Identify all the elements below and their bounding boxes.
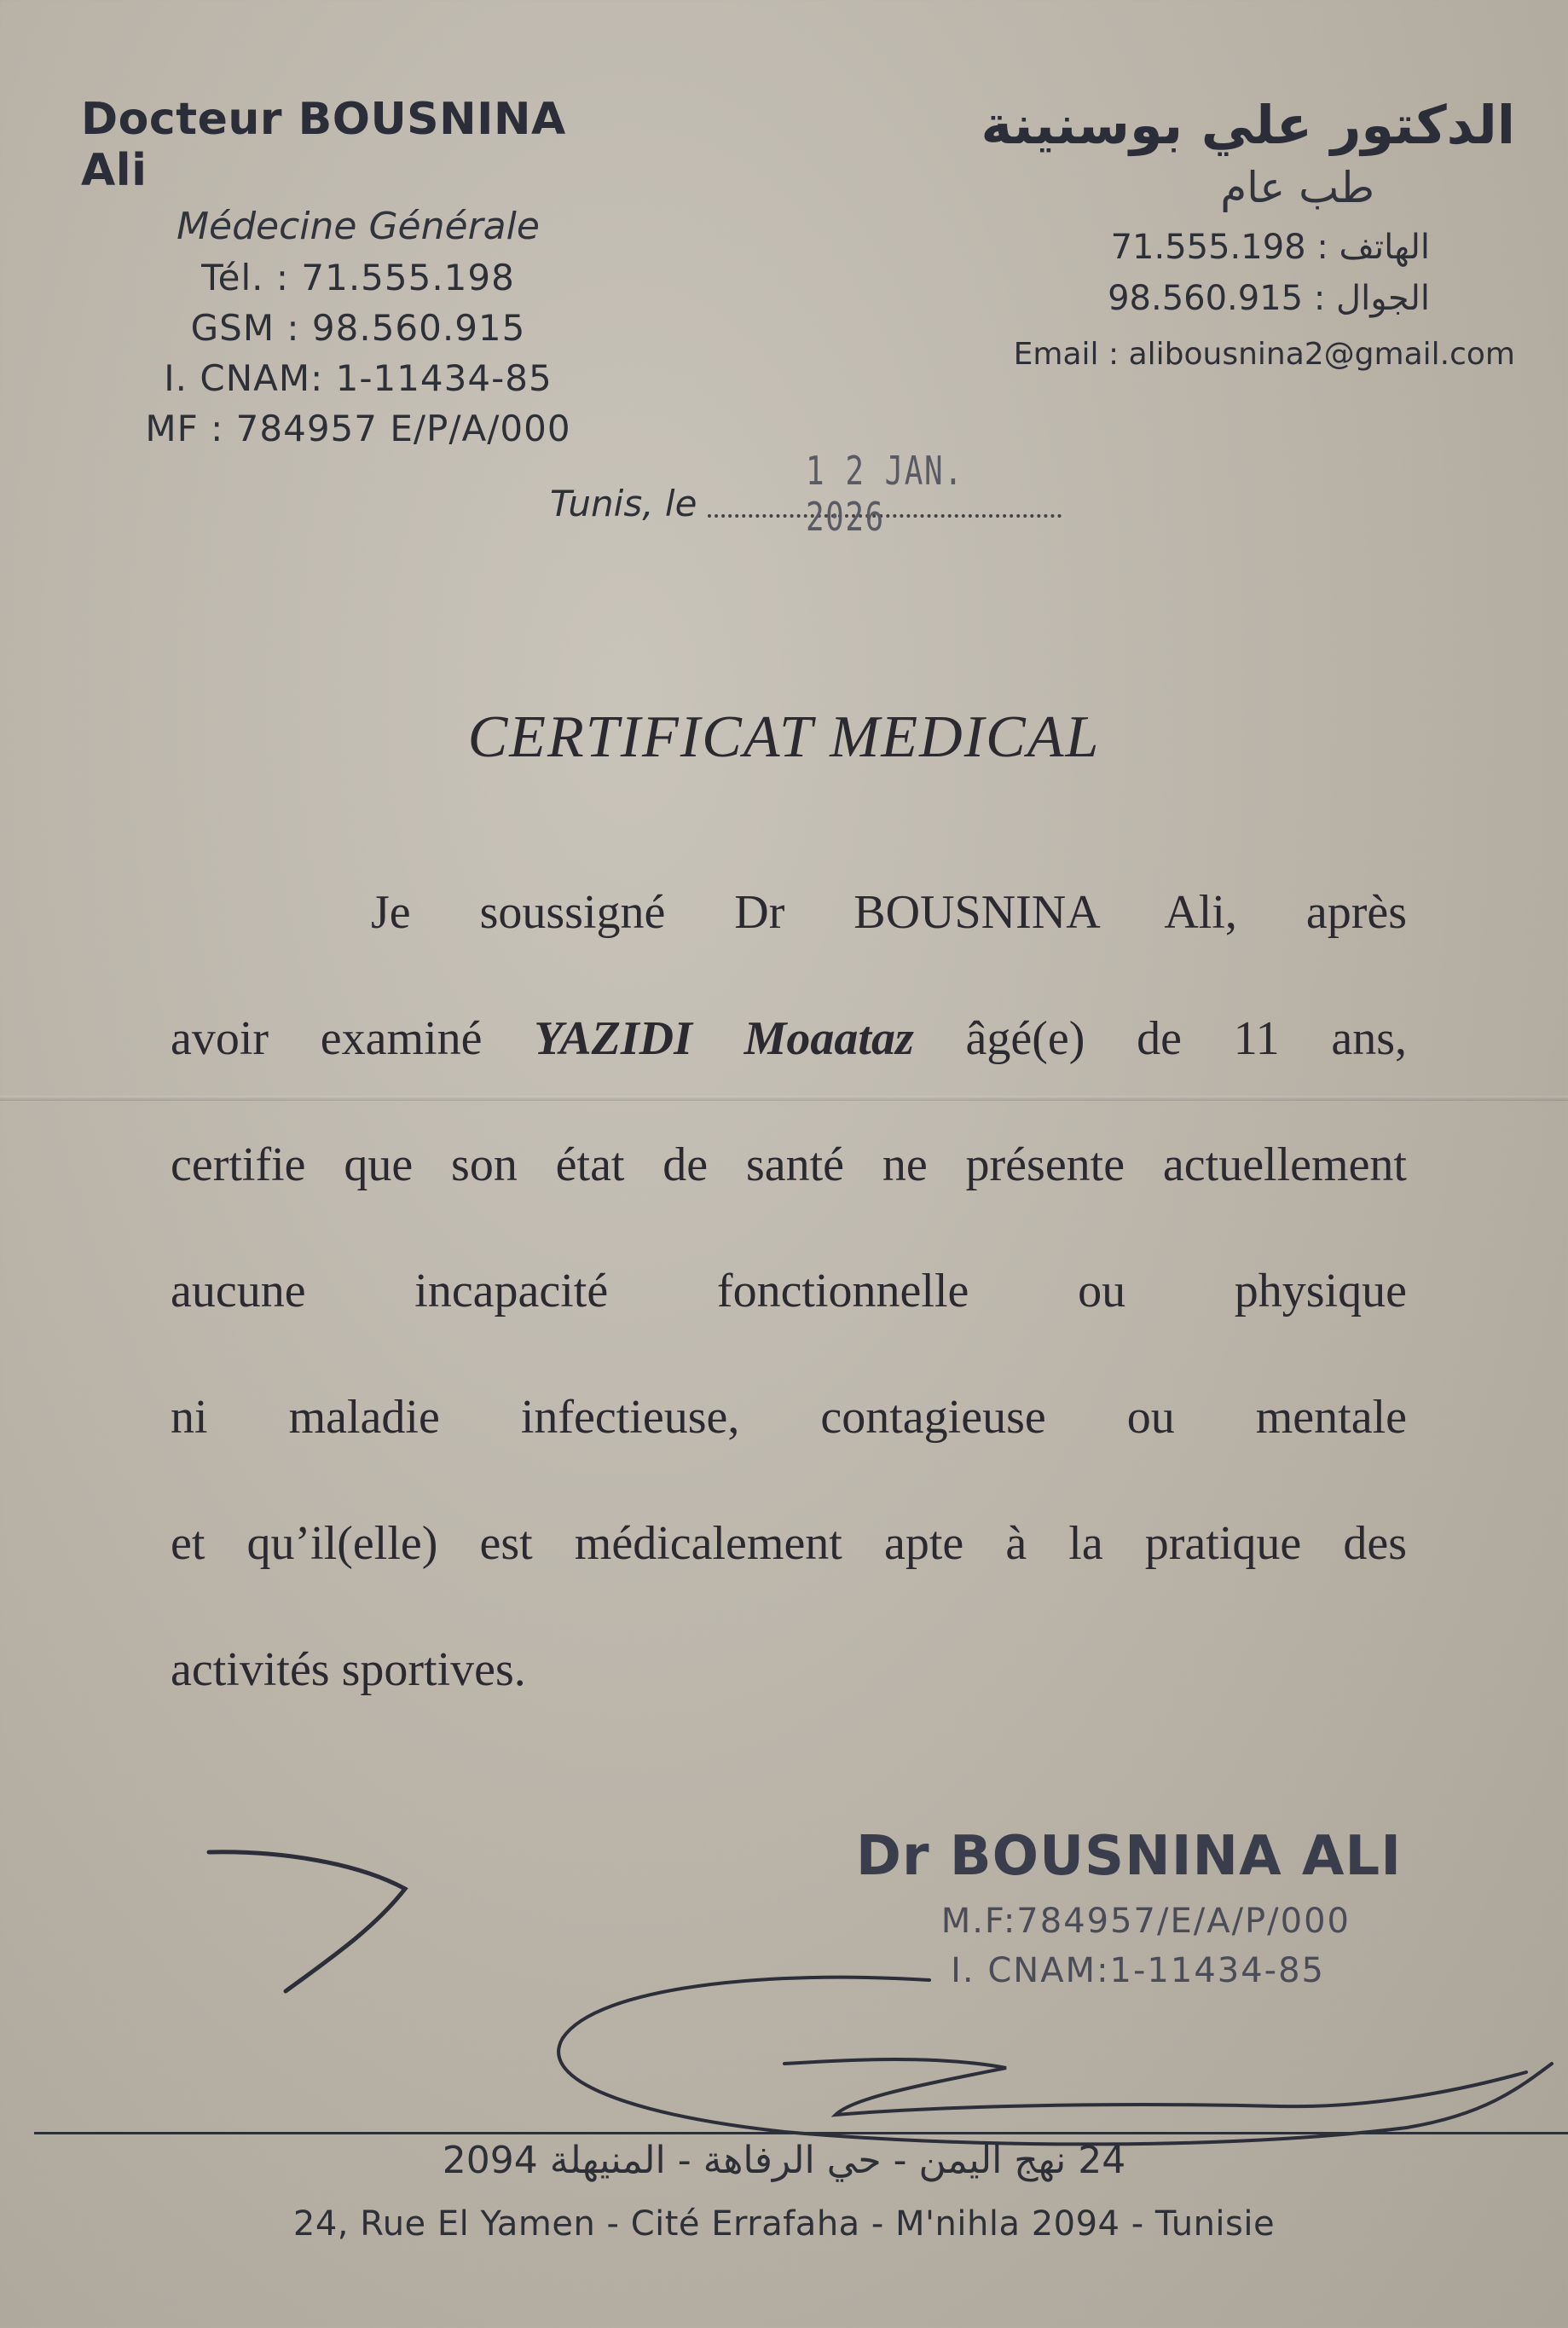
date-line	[550, 448, 1062, 540]
body-line	[171, 996, 1407, 1122]
certificate-title: CERTIFICAT MEDICAL	[467, 704, 1101, 770]
signature-mark-left	[209, 1852, 405, 1991]
mf-number: MF : 784957 E/P/A/000	[145, 408, 571, 449]
date-label: Tunis, le	[550, 483, 697, 524]
phone-number: Tél. : 71.555.198	[201, 257, 515, 298]
cnam-number: I. CNAM: 1-11434-85	[164, 357, 553, 399]
gsm-number: GSM : 98.560.915	[190, 307, 526, 349]
body-line: aucune incapacité fonctionnelle ou physique	[171, 1265, 1407, 1317]
certificate-body	[171, 870, 1407, 1753]
stamp-cnam: I. CNAM:1-11434-85	[951, 1951, 1325, 1990]
body-line: Je soussigné Dr BOUSNINA Ali, après	[371, 886, 1407, 939]
footer-address-french: 24, Rue El Yamen - Cité Errafaha - M'nihla 2094 - Tunisie	[292, 2204, 1276, 2244]
body-line: et qu’il(elle) est médicalement apte à la pratique des	[171, 1517, 1407, 1570]
doctor-stamp	[805, 1825, 1402, 1990]
doctor-name-arabic: الدكتور علي بوسنينة	[981, 94, 1515, 156]
email-address: Email : alibousnina2@gmail.com	[1013, 337, 1515, 372]
stamp-name: Dr BOUSNINA ALI	[855, 1825, 1402, 1888]
body-line: ni maladie infectieuse, contagieuse ou mentale	[171, 1391, 1407, 1444]
letterhead-left	[81, 94, 635, 449]
gsm-arabic: الجوال : 98.560.915	[1108, 279, 1430, 318]
patient-name: YAZIDI Moaataz	[534, 1012, 914, 1065]
signature-stroke	[784, 2059, 1526, 2115]
letterhead-right	[918, 94, 1515, 372]
specialty: Médecine Générale	[176, 205, 540, 248]
date-stamp: 1 2 JAN. 2026	[806, 448, 964, 540]
body-line: activités sportives.	[171, 1643, 526, 1696]
body-text: âgé(e) de 11 ans,	[913, 1012, 1407, 1065]
footer-address-arabic: 24 نهج اليمن - حي الرفاهة - المنيهلة 2094	[442, 2139, 1126, 2182]
phone-arabic: الهاتف : 71.555.198	[1110, 228, 1430, 267]
doctor-name: Docteur BOUSNINA Ali	[81, 94, 566, 196]
specialty-arabic: طب عام	[1220, 163, 1374, 212]
body-text: avoir examiné	[171, 1012, 535, 1065]
footer-divider	[34, 2132, 1568, 2134]
body-line: certifie que son état de santé ne présente actuellement	[171, 1138, 1407, 1191]
signature-loop	[558, 1978, 1552, 2145]
stamp-mf: M.F:784957/E/A/P/000	[940, 1902, 1351, 1941]
